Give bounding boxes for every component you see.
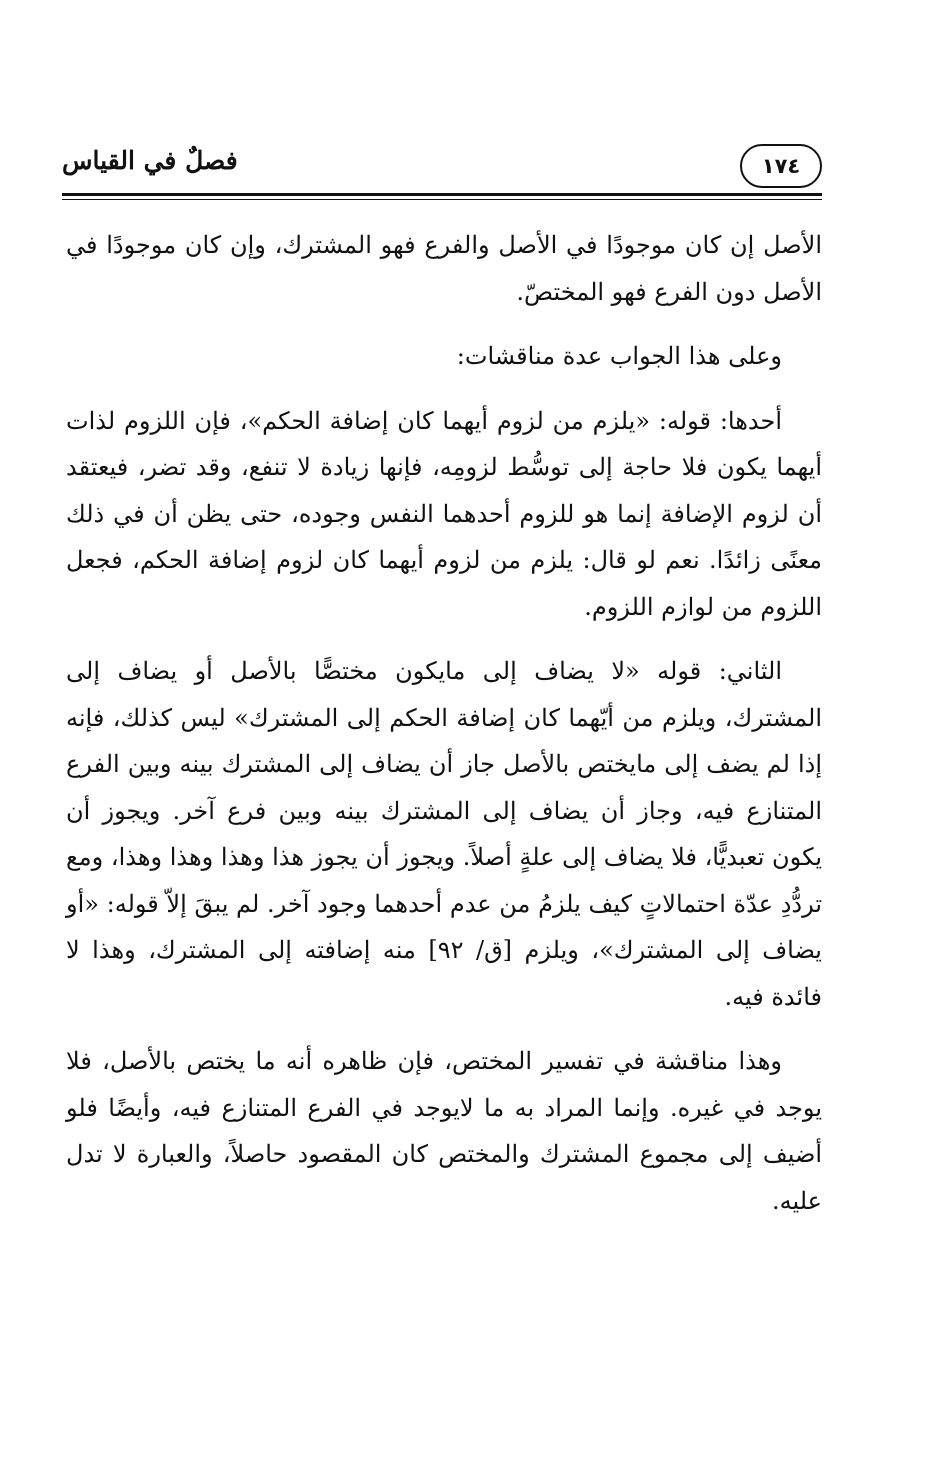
paragraph-first-point: أحدها: قوله: «يلزم من لزوم أيهما كان إضافة الحكم»، فإن اللزوم لذات أيهما يكون فلا حاجة إلى توسُّط لزومِه، فإنها زيادة لا تنفع، وقد تضر، فيعتقد أن لزوم الإضافة إنما هو للزوم أحدهما النفس وجوده، حتى يظن أن في ذلك معنًى زائدًا. نعم لو قال: يلزم من لزوم أيهما كان لزوم إضافة الحكم، فجعل اللزوم من لوازم اللزوم.	[66, 406, 822, 621]
paragraph-third-point: وهذا مناقشة في تفسير المختص، فإن ظاهره أنه ما يختص بالأصل، فلا يوجد في غيره. وإنما المراد به ما لايوجد في الفرع المتنازع فيه، وأيضًا فلو أضيف إلى مجموع المشترك والمختص كان المقصود حاصلاً، والعبارة لا تدل عليه.	[66, 1047, 822, 1215]
paragraph-continuation: الأصل إن كان موجودًا في الأصل والفرع فهو المشترك، وإن كان موجودًا في الأصل دون الفرع فهو المختصّ.	[66, 231, 822, 306]
header-rule-thin	[62, 199, 822, 200]
paragraph-discussions-intro: وعلى هذا الجواب عدة مناقشات:	[456, 342, 782, 370]
paragraph-second-point: الثاني: قوله «لا يضاف إلى مايكون مختصًّا بالأصل أو يضاف إلى المشترك، ويلزم من أيّهما كان إضافة الحكم إلى المشترك» ليس كذلك، فإنه إذا لم يضف إلى مايختص بالأصل جاز أن يضاف إلى المشترك بينه وبين الفرع المتنازع فيه، وجاز أن يضاف إلى المشترك بينه وبين فرع آخر. ويجوز أن يكون تعبديًّا، فلا يضاف إلى علةٍ أصلاً. ويجوز أن يجوز هذا وهذا وهذا وهذا، ومع تردُّدِ عدّة احتمالاتٍ كيف يلزمُ من عدم أحدهما وجود آخر. لم يبقَ إلاّ قوله: «أو يضاف إلى المشترك»، ويلزم [ق/ ٩٢] منه إضافته إلى المشترك، وهذا لا فائدة فيه.	[66, 657, 822, 1011]
header-rule-thick	[62, 193, 822, 196]
paragraph-gap	[66, 1020, 822, 1038]
page-header	[62, 140, 822, 200]
paragraph-gap	[66, 315, 822, 333]
paragraph-gap	[66, 380, 822, 398]
running-title: فصلٌ في القياس	[62, 146, 238, 175]
body-text	[66, 222, 822, 1224]
paragraph-gap	[66, 630, 822, 648]
page-number: ١٧٤	[740, 144, 822, 188]
